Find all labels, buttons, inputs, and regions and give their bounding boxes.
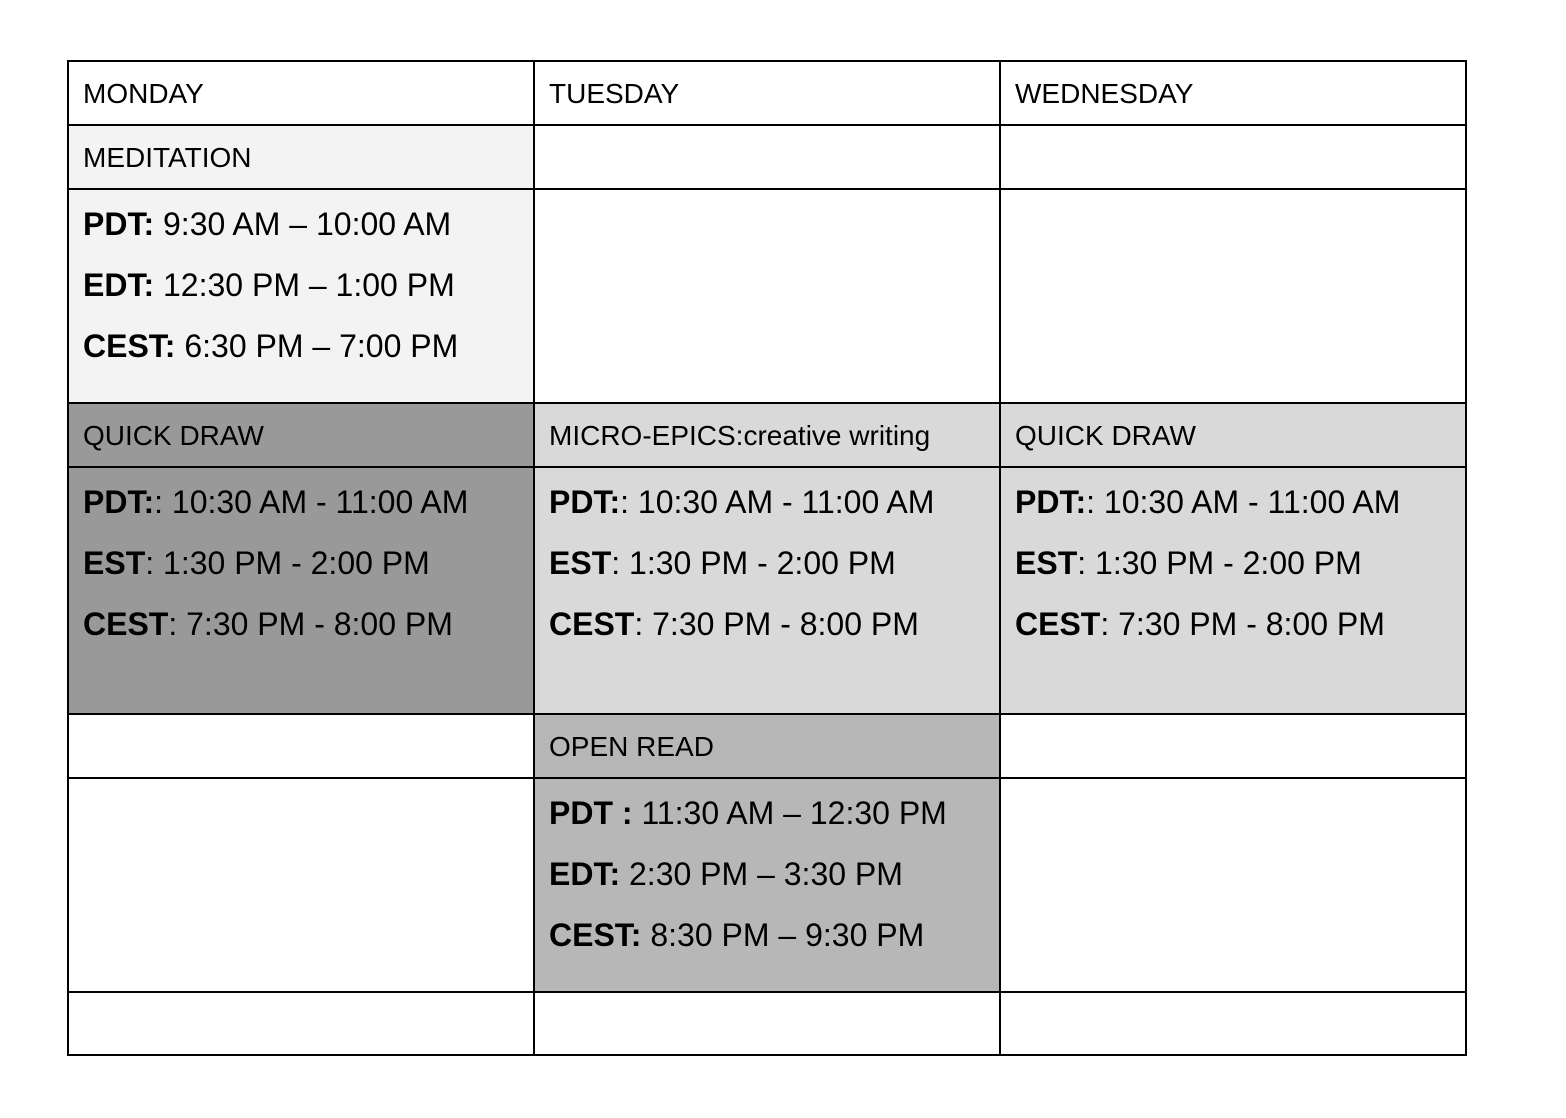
time-line (83, 604, 519, 665)
timezone-label: CEST (83, 606, 169, 642)
time-line (1015, 543, 1451, 604)
timezone-label: EST (1015, 545, 1078, 581)
timezone-label: PDT: (1015, 484, 1087, 520)
session-times-row-2 (68, 467, 1466, 714)
time-line (83, 204, 519, 265)
time-line (1015, 482, 1451, 543)
timezone-label: CEST: (549, 917, 642, 953)
time-range: : 10:30 AM - 11:00 AM (620, 484, 935, 520)
time-line (1015, 604, 1451, 665)
time-line (83, 543, 519, 604)
timezone-label: PDT: (549, 484, 621, 520)
time-range: 8:30 PM – 9:30 PM (641, 917, 925, 953)
open-read-title: OPEN READ (534, 714, 1000, 778)
empty-cell (68, 714, 534, 778)
time-line (83, 326, 519, 387)
session-title-row-3 (68, 714, 1466, 778)
time-range: : 1:30 PM - 2:00 PM (1077, 545, 1362, 581)
quick-draw-monday-title: QUICK DRAW (68, 403, 534, 467)
timezone-label: PDT: (83, 206, 155, 242)
time-range: : 7:30 PM - 8:00 PM (168, 606, 453, 642)
time-line (549, 915, 985, 976)
micro-epics-title: MICRO-EPICS:creative writing (534, 403, 1000, 467)
session-title-row-2 (68, 403, 1466, 467)
timezone-label: PDT: (83, 484, 155, 520)
schedule-table (67, 60, 1467, 1056)
time-range: : 10:30 AM - 11:00 AM (1086, 484, 1401, 520)
meditation-times (68, 189, 534, 403)
empty-cell (534, 992, 1000, 1055)
time-line (83, 265, 519, 326)
session-times-row-1 (68, 189, 1466, 403)
quick-draw-wednesday-title: QUICK DRAW (1000, 403, 1466, 467)
time-line (549, 482, 985, 543)
time-range: 11:30 AM – 12:30 PM (632, 795, 947, 831)
timezone-label: EST (549, 545, 612, 581)
time-range: 2:30 PM – 3:30 PM (620, 856, 903, 892)
time-line (549, 543, 985, 604)
micro-epics-times (534, 467, 1000, 714)
timezone-label: CEST (549, 606, 635, 642)
empty-cell (1000, 125, 1466, 189)
timezone-label: CEST (1015, 606, 1101, 642)
time-range: 6:30 PM – 7:00 PM (175, 328, 459, 364)
day-header-tuesday: TUESDAY (534, 61, 1000, 125)
empty-cell (1000, 992, 1466, 1055)
empty-cell (1000, 189, 1466, 403)
time-line (549, 793, 985, 854)
time-range: 9:30 AM – 10:00 AM (154, 206, 452, 242)
timezone-label: EDT: (83, 267, 155, 303)
time-range: : 7:30 PM - 8:00 PM (634, 606, 919, 642)
empty-cell (68, 778, 534, 992)
empty-cell (534, 189, 1000, 403)
time-range: : 7:30 PM - 8:00 PM (1100, 606, 1385, 642)
timezone-label: EST (83, 545, 146, 581)
time-line (83, 482, 519, 543)
session-times-row-3 (68, 778, 1466, 992)
empty-cell (68, 992, 534, 1055)
empty-cell (1000, 714, 1466, 778)
time-range: : 1:30 PM - 2:00 PM (145, 545, 430, 581)
meditation-title: MEDITATION (68, 125, 534, 189)
timezone-label: EDT: (549, 856, 621, 892)
quick-draw-monday-times (68, 467, 534, 714)
timezone-label: CEST: (83, 328, 176, 364)
open-read-times (534, 778, 1000, 992)
time-range: : 10:30 AM - 11:00 AM (154, 484, 469, 520)
session-title-row-1 (68, 125, 1466, 189)
empty-cell (534, 125, 1000, 189)
time-line (549, 604, 985, 665)
time-line (549, 854, 985, 915)
empty-row (68, 992, 1466, 1055)
time-range: : 1:30 PM - 2:00 PM (611, 545, 896, 581)
time-range: 12:30 PM – 1:00 PM (154, 267, 455, 303)
quick-draw-wednesday-times (1000, 467, 1466, 714)
day-header-monday: MONDAY (68, 61, 534, 125)
empty-cell (1000, 778, 1466, 992)
timezone-label: PDT : (549, 795, 633, 831)
day-header-row (68, 61, 1466, 125)
day-header-wednesday: WEDNESDAY (1000, 61, 1466, 125)
